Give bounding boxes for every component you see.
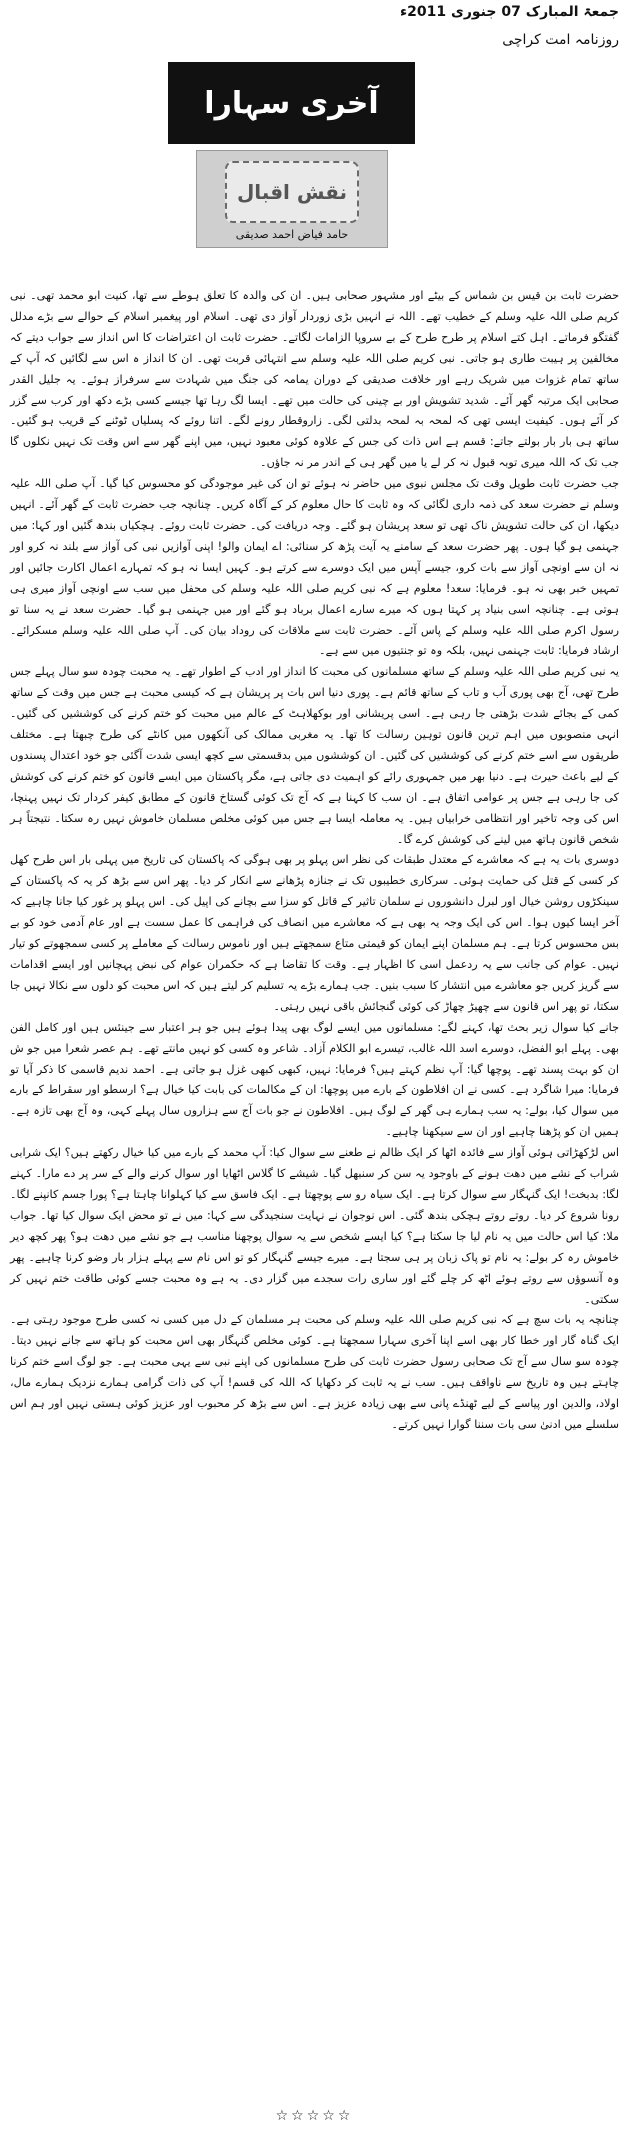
article-paragraph: جب حضرت ثابت طویل وقت تک مجلس نبوی میں حاضر نہ ہوئے تو ان کی غیر موجودگی کو محسوس کیا گیا۔ آپ صلی اللہ علیہ وسلم نے حضرت سعد کی ذمہ داری لگائی کہ وہ ثابت کا حال معلوم کر کے آگاہ کریں۔ چنانچہ جب حضرت ثابت کے گھر آئے۔ انہیں دیکھا، ان کی حالت تشویش ناک تھی تو سعد پریشان ہو گئے۔ وجہ دریافت کی۔ حضرت ثابت روئے۔ ہچکیاں بندھ گئیں اور کہا: میں جہنمی ہو گیا ہوں۔ پھر حضرت سعد کے سامنے یہ آیت پڑھ کر سنائی: اے ایمان والو! اپنی آوازیں نبی کی آواز سے بلند نہ کرو اور نہ ان سے اونچی آواز سے بات کرو، جیسے آپس میں ایک دوسرے سے کرتے ہو۔ کہیں ایسا نہ ہو کہ تمہارے اعمال اکارت جائیں اور تمہیں خبر بھی نہ ہو۔ فرمایا: سعد! معلوم ہے کہ نبی کریم صلی اللہ علیہ وسلم کی محفل میں سب سے اونچی آواز میری ہی ہوتی ہے۔ چنانچہ اسی بنیاد پر کہتا ہوں کہ میرے سارے اعمال برباد ہو گئے اور میں جہنمی ہو گیا۔ حضرت سعد نے یہ سنا تو رسول اکرم صلی اللہ علیہ وسلم کے پاس آئے۔ حضرت ثابت سے ملاقات کی روداد بیان کی۔ آپ صلی اللہ علیہ وسلم مسکرائے۔ ارشاد فرمایا: ثابت جہنمی نہیں، بلکہ وہ تو جنتیوں میں سے ہے۔	[10, 477, 619, 658]
article-paragraph: جانے کیا سوال زیر بحث تھا، کہنے لگے: مسلمانوں میں ایسے لوگ بھی پیدا ہوئے ہیں جو ہر اعتبار سے جینئس ہیں اور کامل الفن بھی۔ پہلے ابو الفضل، دوسرے اسد اللہ غالب، تیسرے ابو الکلام آزاد۔ شاعر وہ کسی کو نہیں مانتے تھے۔ ہم عصر شعرا میں جو ش ان کو بہت پسند تھے۔ پوچھا گیا: آپ نظم کہتے ہیں؟ فرمایا: نہیں، کبھی کبھی غزل ہو جاتی ہے۔ احمد ندیم قاسمی کا ذکر آیا تو فرمایا: میرا شاگرد ہے۔ کسی نے ان افلاطون کے بارے میں پوچھا: ان کے مکالمات کی بابت کیا خیال ہے؟ ارسطو اور سقراط کے بارے میں سوال کیا، بولے: یہ سب ہمارے ہی گھر کے لوگ ہیں۔ افلاطون نے جو بات آج سے ہزاروں سال پہلے کہی، وہ آج بھی تازہ ہے۔ ہمیں ان کو پڑھنا چاہیے اور ان سے سیکھنا چاہیے۔	[10, 1020, 619, 1139]
article-paragraph: حضرت ثابت بن قیس بن شماس کے بیٹے اور مشہور صحابی ہیں۔ ان کی والدہ کا تعلق ہوطے سے تھا، کنیت ابو محمد تھی۔ نبی کریم صلی اللہ علیہ وسلم کے خطیب تھے۔ اللہ نے انہیں بڑی زوردار آواز دی تھی۔ اسلام اور پیغمبر اسلام کے حوالے سے بڑے مدلل گفتگو فرماتے۔ اہل کتے اسلام پر طرح طرح کے بے سروپا الزامات لگاتے۔ حضرت ثابت ان اعتراضات کا اس انداز سے جواب دیتے کہ مخالفین پر ہیبت طاری ہو جاتی۔ نبی کریم صلی اللہ علیہ وسلم سے انتہائی قربت تھی۔ ان کا انداز ہ اس سے لگائیں کہ آپ کے ساتھ تمام غزوات میں شریک رہے اور خلافت صدیقی کے دوران یمامہ کی جنگ میں شہادت سے سرفراز ہوئے۔ یہ جلیل القدر صحابی ایک مرتبہ گھر آئے۔ شدید تشویش اور بے چینی کی حالت میں تھے۔ ایسا لگ رہا تھا جیسے کسی بڑے دکھ اور کرب سے گزر کر آئے ہوں۔ کیفیت ایسی تھی کہ لمحہ بہ لمحہ بدلتی لگی۔ زاروقطار رونے لگے۔ اتنا روئے کہ پسلیاں ٹوٹنے کے قریب ہو گئیں۔ ساتھ ہی بار بار بولتے جاتے: قسم ہے اس ذات کی جس کے علاوہ کوئی معبود نہیں، میں اپنے گھر سے اس وقت تک نہیں نکلوں گا جب تک کہ اللہ میری توبہ قبول نہ کر لے یا میں گھر ہی کے اندر مر نہ جاؤں۔	[10, 289, 619, 470]
column-logo: نقش اقبال	[225, 161, 359, 223]
article-end-stars: ☆☆☆☆☆	[275, 2108, 354, 2124]
article-paragraph: اس لڑکھڑاتی ہوئی آواز سے فائدہ اٹھا کر ایک ظالم نے طعنے سے سوال کیا: آپ محمد کے بارے میں کیا خیال رکھتے ہیں؟ ایک شرابی شراب کے نشے میں دھت ہونے کے باوجود یہ سن کر سنبھل گیا۔ شیشے کا گلاس اٹھایا اور سوال کرنے والے کے سر پر دے مارا۔ کہنے لگا: بدبخت! ایک گنہگار سے سوال کرتا ہے۔ ایک سیاہ رو سے پوچھتا ہے۔ ایک فاسق سے کیا کہلوانا چاہتا ہے؟ پورا جسم کانپنے لگا۔ رونا شروع کر دیا۔ روتے روتے ہچکی بندھ گئی۔ اس نوجوان نے نہایت سنجیدگی سے کہا: میں نے تو محض ایک سوال کیا تھا۔ جواب ملا: کیا اس حالت میں یہ نام لیا جا سکتا ہے؟ کیا ایسے شخص سے یہ سوال پوچھنا مناسب ہے جو نشے میں دھت ہو؟ پھر کچھ دیر خاموش رہ کر بولے: یہ نام تو پاک زبان پر ہی سجتا ہے۔ میرے جیسے گنہگار کو تو اس نام سے پہلے ہزار بار وضو کرنا چاہیے۔ پھر وہ آنسوؤں سے روتے ہوئے اٹھ کر چلے گئے اور ساری رات سجدے میں گزار دی۔ یہ ہے وہ محبت جسے کوئی طاقت ختم نہیں کر سکتی۔	[10, 1146, 619, 1306]
article-paragraph: دوسری بات یہ ہے کہ معاشرے کے معتدل طبقات کی نظر اس پہلو پر بھی ہوگی کہ پاکستان کی تاریخ میں پہلی بار اس طرح کھل کر کسی کے قتل کی حمایت ہوئی۔ سرکاری خطیبوں تک نے جنازہ پڑھانے سے انکار کر دیا۔ پھر اس سے بڑھ کر یہ کہ پاکستان کے سینکڑوں روشن خیال اور لبرل دانشوروں نے سلمان تاثیر کے قاتل کو سزا سے بچانے کی اپیل کی۔ اس پہلو پر غور کیا جانا چاہیے کہ آخر ایسا کیوں ہوا۔ اس کی ایک وجہ یہ بھی ہے کہ معاشرے میں انصاف کی فراہمی کا عمل سست ہے اور عام آدمی خود کو بے بس محسوس کرتا ہے۔ ہم مسلمان اپنے ایمان کو قیمتی متاع سمجھتے ہیں اور ناموس رسالت کے معاملے پر کسی سمجھوتے کو تیار نہیں۔ عوام کی جانب سے یہ ردعمل اسی کا اظہار ہے۔ وقت کا تقاضا ہے کہ حکمران عوام کی نبض پہچانیں اور ایسے اقدامات سے گریز کریں جو معاشرے میں انتشار کا سبب بنیں۔ جب ہمارے بڑے یہ تسلیم کر لیتے ہیں کہ اس محبت کو دلوں سے نکالا نہیں جا سکتا، تو پھر اس قانون سے چھیڑ چھاڑ کی کوئی گنجائش باقی نہیں رہتی۔	[10, 853, 619, 1013]
newspaper-name: روزنامہ امت کراچی	[502, 32, 619, 48]
article-paragraph: چنانچہ یہ بات سچ ہے کہ نبی کریم صلی اللہ علیہ وسلم کی محبت ہر مسلمان کے دل میں کسی نہ کسی طرح موجود رہتی ہے۔ ایک گناہ گار اور خطا کار بھی اسے اپنا آخری سہارا سمجھتا ہے۔ کوئی مخلص گنہگار بھی اس محبت کو ہاتھ سے جانے نہیں دیتا۔ چودہ سو سال سے آج تک صحابی رسول حضرت ثابت کی طرح مسلمانوں کی اپنے نبی سے یہی محبت ہے۔ جو لوگ اسے ختم کرنا چاہتے ہیں وہ تاریخ سے ناواقف ہیں۔ سب نے یہ ثابت کر دکھایا کہ اللہ کی قسم! آپ کی ذات گرامی ہمارے نزدیک ہمارے مال، اولاد، والدین اور پیاسے کے لیے ٹھنڈے پانی سے بھی زیادہ عزیز ہے۔ اس سے بڑھ کر محبوب اور عزیز کوئی ہستی نہیں اور ہم اس سلسلے میں ادنیٰ سی بات سننا گوارا نہیں کرتے۔	[10, 1313, 619, 1431]
column-title: آخری سہارا	[168, 62, 415, 144]
article-paragraph: یہ نبی کریم صلی اللہ علیہ وسلم کے ساتھ مسلمانوں کی محبت کا انداز اور ادب کے اطوار تھے۔ یہ محبت چودہ سو سال پہلے جس طرح تھی، آج بھی پوری آب و تاب کے ساتھ قائم ہے۔ پوری دنیا اس بات پر پریشان ہے کہ کیسی محبت ہے جس میں وقت کے ساتھ کمی کے بجائے شدت بڑھتی جا رہی ہے۔ اسی پریشانی اور بوکھلاہٹ کے عالم میں محبت کو ختم کرنے کی کوششیں کی گئیں۔ انہی منصوبوں میں اہم ترین قانون توہین رسالت کا تھا۔ یہ مغربی ممالک کی آنکھوں میں کانٹے کی طرح چبھتا ہے۔ مختلف طریقوں سے اسے ختم کرنے کی کوششیں کی گئیں۔ ان کوششوں میں بدقسمتی سے کچھ ایسی شدت آگئی جو خود اعتدال پسندوں کے لیے باعث حیرت ہے۔ دنیا بھر میں جمہوری رائے کو اہمیت دی جاتی ہے، مگر پاکستان میں ایسے قانون کو ختم کرنے کی کوشش کی جا رہی ہے جس پر عوامی اتفاق ہے۔ ان سب کا کہنا ہے کہ آج تک کوئی گستاخ قانون کے مطابق کیفر کردار تک نہیں پہنچا، اس کی وجہ تاخیر اور انتظامی خرابیاں ہیں۔ یہ معاملہ ایسا ہے جس میں کوئی مخلص مسلمان خاموش نہیں رہ سکتا۔ نتیجتاً ہر شخص قانون ہاتھ میں لینے کی کوشش کرے گا۔	[10, 665, 619, 846]
author-name: حامد فیاض احمد صدیقی	[235, 228, 349, 241]
article-body	[10, 286, 619, 1436]
date-line: جمعۃ المبارک 07 جنوری 2011ء	[400, 4, 619, 20]
author-badge	[196, 150, 388, 248]
